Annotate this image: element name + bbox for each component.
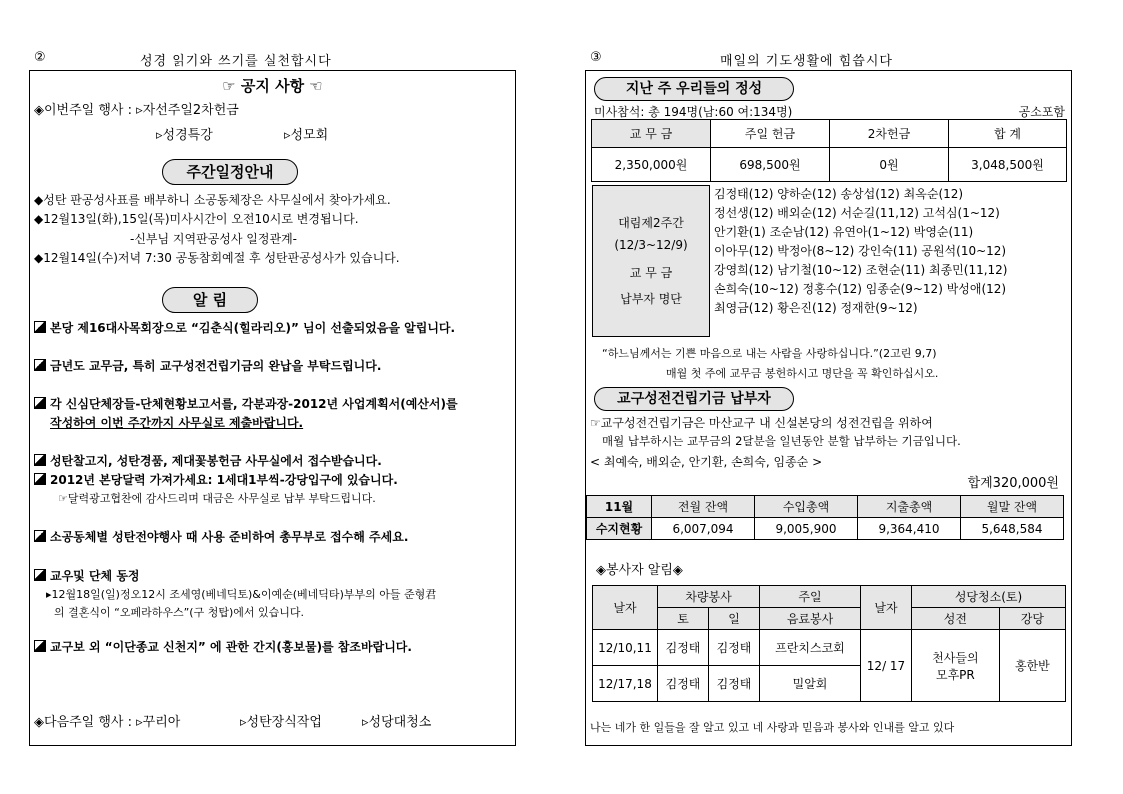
finance-header: 수입총액 [755,496,858,518]
announce-5b: ☞달력광고협찬에 감사드리며 대금은 사무실로 납부 부탁드립니다. [58,492,376,505]
volunteer-header: 성전 [912,608,1000,630]
donor-label-3: 교 무 금 [629,266,673,280]
finance-value: 9,005,900 [755,518,858,540]
finance-value: 9,364,410 [858,518,961,540]
volunteer-cell: 김정태 [709,630,760,666]
volunteer-cell [912,630,1000,702]
volunteer-header: 성당청소(토) [912,586,1066,608]
volunteer-table [592,585,1066,702]
bullet-icon [34,530,46,542]
donor-label-1: 대림제2주간 [618,216,684,230]
donor-label-4: 납부자 명단 [620,292,682,306]
finance-value: 5,648,584 [961,518,1064,540]
attendance: 미사참석: 총 194명(남:60 여:134명) [594,105,793,119]
building-line-1: ☞교구성전건립기금은 마산교구 내 신설본당의 성전건립을 위하여 [590,416,933,430]
schedule-line-2: ◆12월13일(화),15일(목)미사시간이 오전10시로 변경됩니다. [34,212,359,226]
volunteer-cell: 프란치스코회 [760,630,861,666]
finance-header: 월말 잔액 [961,496,1064,518]
donor-line: 정선생(12) 배외순(12) 서순길(11,12) 고석심(1~12) [714,206,1000,220]
volunteer-title: ◈봉사자 알림◈ [596,563,683,578]
attendance-note: 공소포함 [1018,105,1065,119]
donor-line: 강영희(12) 남기철(10~12) 조현순(11) 최종민(11,12) [714,263,1008,277]
bullet-icon [34,473,46,485]
donor-line: 김정태(12) 양하순(12) 송상섭(12) 최옥순(12) [714,187,964,201]
bullet-icon [34,640,46,652]
volunteer-cell: 12/10,11 [593,630,658,666]
building-line-3: < 최예숙, 배외순, 안기환, 손희숙, 임종순 > [590,455,823,469]
announce-8: 교구보 외 “이단종교 신천지” 에 관한 간지(홍보물)를 참조바랍니다. [34,638,511,655]
donor-line: 이아무(12) 박정아(8~12) 강인숙(11) 공원석(10~12) [714,244,1007,258]
left-page-header: 성경 읽기와 쓰기를 실천합시다 [140,54,332,69]
finance-header: 전월 잔액 [652,496,755,518]
announce-7: 교우및 단체 동정 [34,567,511,584]
schedule-line-1: ◆성탄 판공성사표를 배부하니 소공동체장은 사무실에서 찾아가세요. [34,193,391,207]
left-panel [29,70,516,746]
donor-line: 최영금(12) 황은진(12) 정재한(9~12) [714,301,918,315]
this-week-events: ◈이번주일 행사 : ▹자선주일2차헌금 [34,103,239,118]
volunteer-header: 강당 [999,608,1065,630]
donor-line: 손희숙(10~12) 정홍수(12) 임종순(9~12) 박성애(12) [714,282,1007,296]
right-panel [585,70,1072,746]
volunteer-cell: 김정태 [658,630,709,666]
volunteer-header: 음료봉사 [760,608,861,630]
announce-7b: ▸12월18일(일)정오12시 조세영(베네딕토)&이예순(베네딕타)부부의 아들 준형君 [46,588,437,601]
offering-value: 2,350,000원 [592,148,711,182]
quote-2: 매월 첫 주에 교무금 봉헌하시고 명단을 꼭 확인하십시오. [666,367,939,380]
announce-7c: 의 결혼식이 “오페라하우스”(구 청탑)에서 있습니다. [54,606,304,619]
quote: “하느님께서는 기쁜 마음으로 내는 사람을 사랑하십니다.”(2고린 9,7) [602,347,937,360]
donor-label-box [592,185,710,337]
volunteer-header: 날자 [593,586,658,630]
finance-value: 6,007,094 [652,518,755,540]
volunteer-sanct-2: 모후PR [935,667,975,682]
right-page-header: 매일의 기도생활에 힘씁시다 [720,54,893,69]
volunteer-header: 차량봉사 [658,586,760,608]
this-week-event-2: ▹성경특강 [156,128,213,143]
building-total: 합계320,000원 [967,476,1059,491]
offering-value: 698,500원 [711,148,830,182]
finance-label: 수지현황 [587,518,652,540]
announce-2: 금년도 교무금, 특히 교구성전건립기금의 완납을 부탁드립니다. [34,357,511,374]
building-line-2: 매월 납부하시는 교무금의 2달분을 일년동안 분할 납부하는 기금입니다. [602,434,961,448]
announce-title: 알 림 [162,287,258,313]
volunteer-header: 날자 [861,586,912,630]
next-week-events: ◈다음주일 행사 : ▹꾸리아 [34,715,181,730]
donor-line: 안기환(1) 조순남(12) 유연아(1~12) 박영순(11) [714,225,974,239]
finance-label: 11월 [587,496,652,518]
volunteer-header: 일 [709,608,760,630]
announce-6: 소공동체별 성탄전야행사 때 사용 준비하여 총무부로 접수해 주세요. [34,528,511,545]
volunteer-cell: 12/17,18 [593,666,658,702]
offering-value: 3,048,500원 [949,148,1067,182]
offering-title: 지난 주 우리들의 정성 [594,77,794,101]
announce-3b: 작성하여 이번 주간까지 사무실로 제출바랍니다. [50,416,304,430]
volunteer-cell: 홍한반 [999,630,1065,702]
next-week-event-2: ▹성탄장식작업 [240,715,322,730]
finance-header: 지출총액 [858,496,961,518]
offering-header: 주일 헌금 [711,120,830,148]
donor-label-2: (12/3~12/9) [614,238,688,252]
bullet-icon [34,454,46,466]
bullet-icon [34,359,46,371]
offering-value: 0원 [830,148,949,182]
offering-header: 2차헌금 [830,120,949,148]
finance-table [586,495,1064,540]
building-title: 교구성전건립기금 납부자 [594,387,794,411]
announce-1: 본당 제16대사목회장으로 “김춘식(힐라리오)” 님이 선출되었음을 알립니다. [34,319,511,336]
offering-header: 합 계 [949,120,1067,148]
announce-3: 각 신심단체장들-단체현황보고서를, 각분과장-2012년 사업계획서(예산서)를 [34,395,511,412]
offering-header: 교 무 금 [592,120,711,148]
left-page-mark: ② [34,50,46,65]
announce-5: 2012년 본당달력 가져가세요: 1세대1부씩-강당입구에 있습니다. [34,471,511,488]
this-week-event-3: ▹성모회 [284,128,329,143]
right-page-mark: ③ [590,50,602,65]
schedule-line-3: -신부님 지역판공성사 일정관계- [130,232,297,246]
volunteer-cell: 김정태 [709,666,760,702]
schedule-title: 주간일정안내 [162,159,298,185]
footer-verse: 나는 네가 한 일들을 잘 알고 있고 네 사랑과 믿음과 봉사와 인내를 알고 있다 [590,721,955,734]
next-week-event-3: ▹성당대청소 [362,715,432,730]
volunteer-sanct-1: 천사들의 [932,650,979,665]
bullet-icon [34,569,46,581]
volunteer-cell: 밀알회 [760,666,861,702]
donor-list [714,185,1008,318]
offering-table [591,119,1067,182]
volunteer-cell: 김정태 [658,666,709,702]
announce-4: 성탄찰고지, 성탄경품, 제대꽃봉헌금 사무실에서 접수받습니다. [34,452,511,469]
volunteer-header: 토 [658,608,709,630]
volunteer-header: 주일 [760,586,861,608]
schedule-line-4: ◆12월14일(수)저녁 7:30 공동참회예절 후 성탄판공성사가 있습니다. [34,251,400,265]
bullet-icon [34,321,46,333]
volunteer-cell: 12/ 17 [861,630,912,702]
bullet-icon [34,397,46,409]
notice-title: ☞ 공지 사항 ☜ [222,77,323,95]
